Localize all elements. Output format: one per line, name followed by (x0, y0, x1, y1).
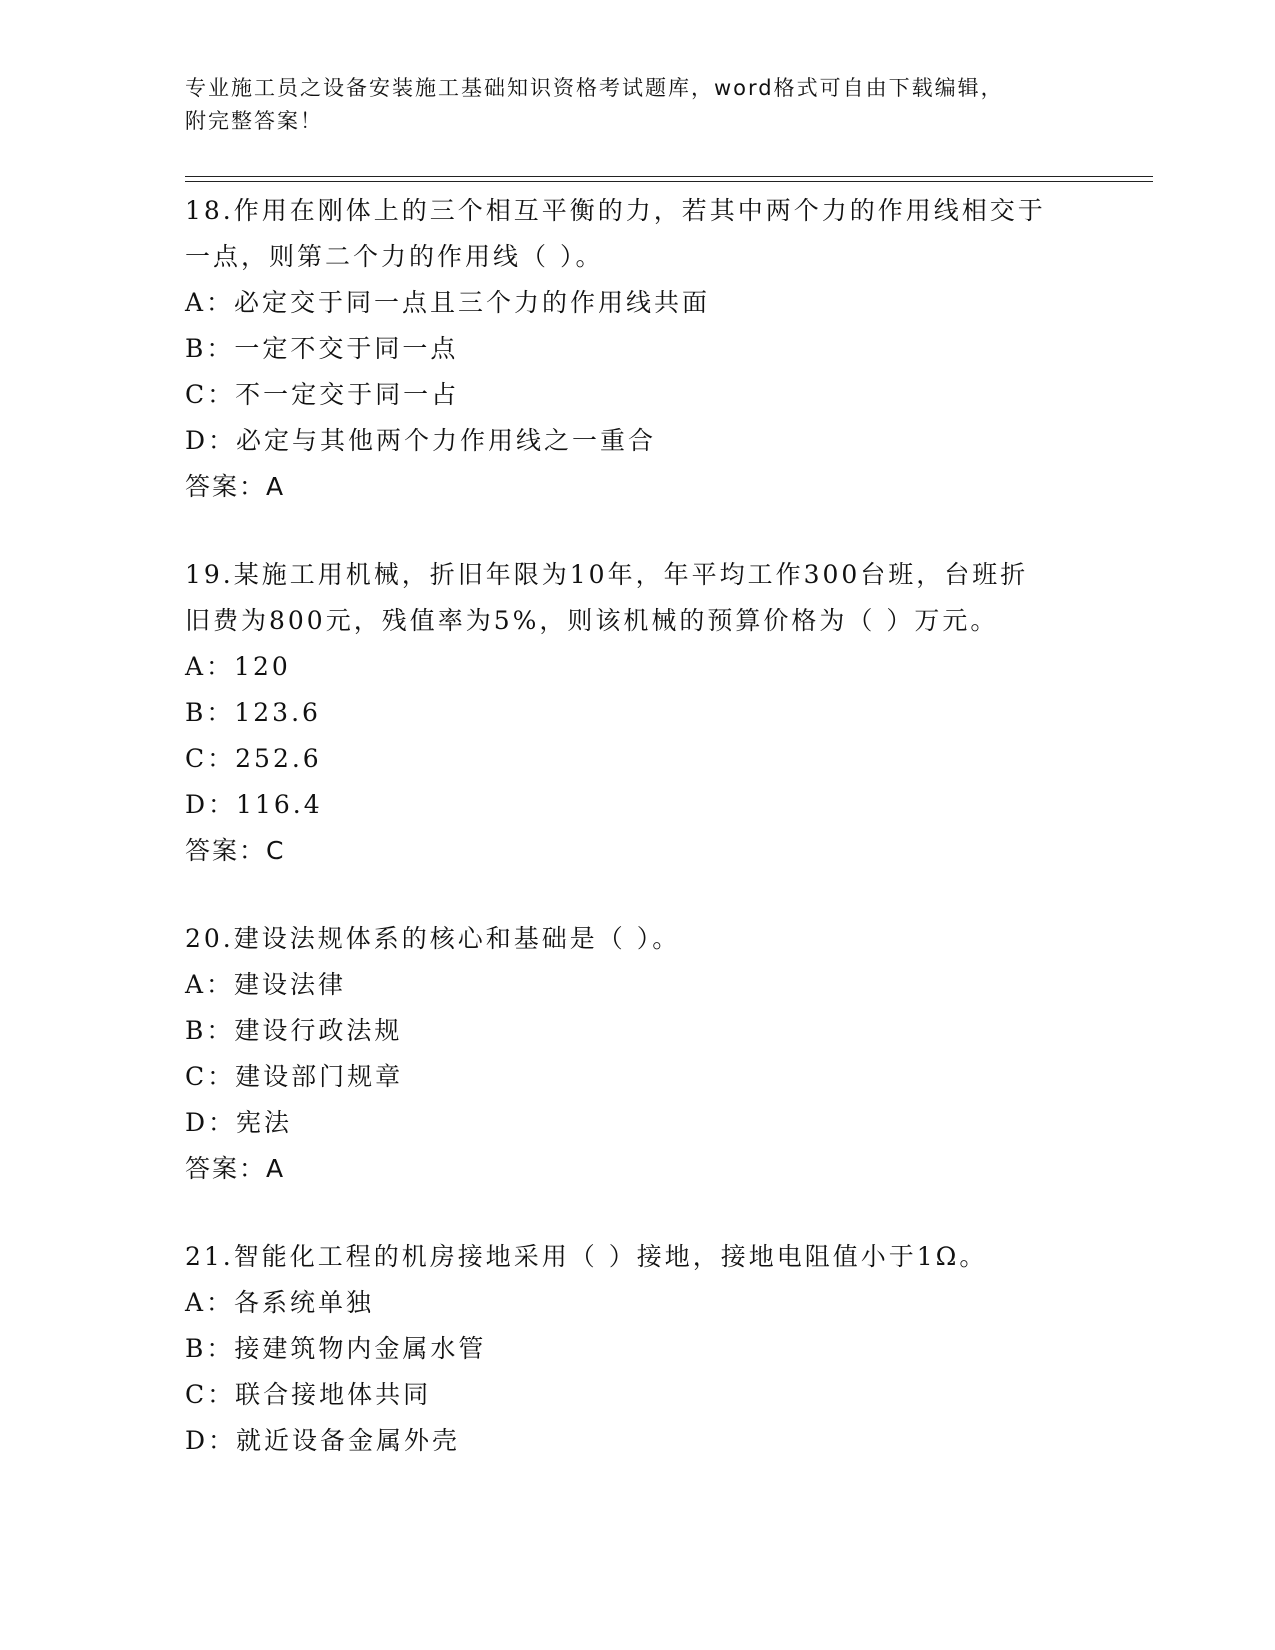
question-stem-line-1: 18.作用在刚体上的三个相互平衡的力，若其中两个力的作用线相交于 (185, 196, 1046, 225)
option-b: B：一定不交于同一点 (185, 334, 459, 363)
question-21 (185, 1234, 1085, 1464)
option-b: B：建设行政法规 (185, 1016, 403, 1045)
question-20 (185, 916, 1085, 1192)
question-18 (185, 188, 1085, 510)
answer-line: 答案：C (185, 836, 286, 865)
option-b: B：接建筑物内金属水管 (185, 1334, 487, 1363)
option-d: D：就近设备金属外壳 (185, 1426, 461, 1455)
question-stem-line-2: 一点，则第二个力的作用线（ ）。 (185, 242, 604, 271)
option-a: A：各系统单独 (185, 1288, 375, 1317)
header-line-2: 附完整答案！ (185, 109, 323, 133)
option-b: B：123.6 (185, 698, 321, 727)
option-d: D：116.4 (185, 790, 323, 819)
header-line-1: 专业施工员之设备安装施工基础知识资格考试题库，word格式可自由下载编辑， (185, 76, 1004, 100)
answer-line: 答案：A (185, 1154, 286, 1183)
question-19 (185, 552, 1085, 874)
document-header (185, 72, 1085, 138)
option-c: C：建设部门规章 (185, 1062, 404, 1091)
question-stem-line-2: 旧费为800元，残值率为5%，则该机械的预算价格为（ ）万元。 (185, 606, 999, 635)
question-stem-line-1: 20.建设法规体系的核心和基础是（ ）。 (185, 924, 681, 953)
question-stem-line-1: 21.智能化工程的机房接地采用（ ）接地，接地电阻值小于1Ω。 (185, 1242, 988, 1271)
option-a: A：建设法律 (185, 970, 347, 999)
answer-line: 答案：A (185, 472, 286, 501)
question-stem-line-1: 19.某施工用机械，折旧年限为10年，年平均工作300台班，台班折 (185, 560, 1029, 589)
option-a: A：120 (185, 652, 291, 681)
option-c: C：252.6 (185, 744, 322, 773)
option-d: D：必定与其他两个力作用线之一重合 (185, 426, 657, 455)
header-divider-bottom (185, 181, 1153, 182)
header-divider-top (185, 176, 1153, 177)
option-c: C：不一定交于同一占 (185, 380, 460, 409)
option-a: A：必定交于同一点且三个力的作用线共面 (185, 288, 711, 317)
option-d: D：宪法 (185, 1108, 293, 1137)
option-c: C：联合接地体共同 (185, 1380, 432, 1409)
